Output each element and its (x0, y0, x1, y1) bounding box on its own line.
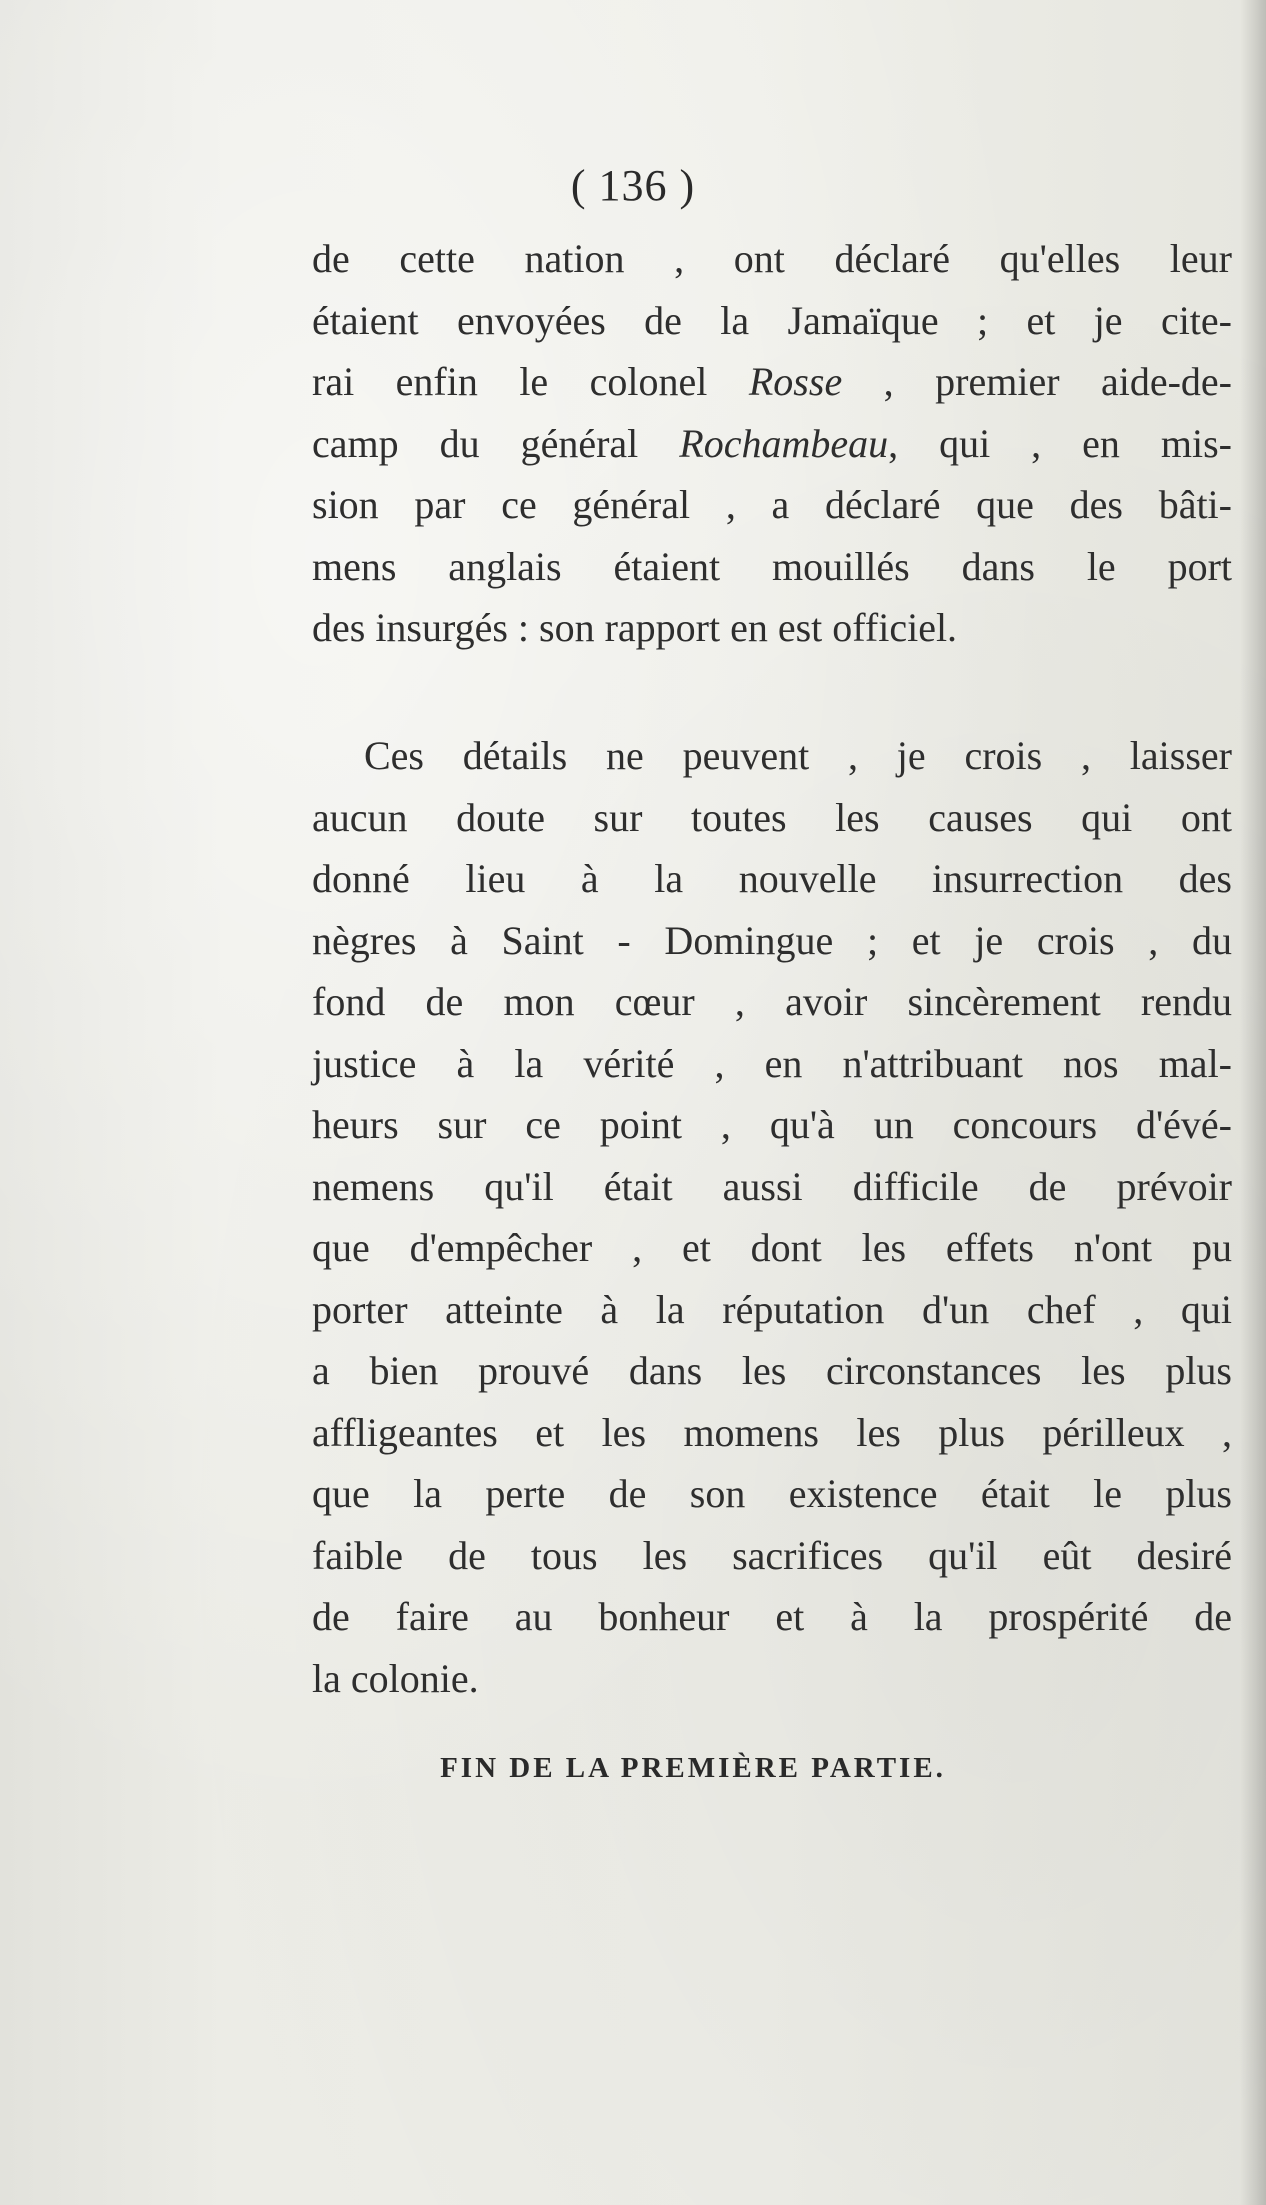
paragraph-2-line: faible de tous les sacrifices qu'il eût desiré (312, 1532, 1232, 1578)
paragraph-1-line: camp du général Rochambeau, qui , en mis- (312, 420, 1232, 466)
paragraph-2-line: que d'empêcher , et dont les effets n'ont pu (312, 1225, 1232, 1270)
paragraph-2-line: nègres à Saint - Domingue ; et je crois , du (312, 917, 1232, 963)
paragraph-1-line: sion par ce général , a déclaré que des bâti- (312, 482, 1232, 527)
paragraph-1-line: de cette nation , ont déclaré qu'elles leur (312, 236, 1232, 281)
paragraph-1-line: mens anglais étaient mouillés dans le port (312, 543, 1232, 589)
paragraph-2-line: heurs sur ce point , qu'à un concours d'évé- (312, 1102, 1232, 1147)
paragraph-2-line: de faire au bonheur et à la prospérité de (312, 1594, 1232, 1639)
paragraph-2-line: affligeantes et les momens les plus périlleux , (312, 1409, 1232, 1455)
paragraph-2-line: que la perte de son existence était le plus (312, 1471, 1232, 1516)
paragraph-2-line: porter atteinte à la réputation d'un chef , qui (312, 1286, 1232, 1332)
paragraph-2-line: a bien prouvé dans les circonstances les plus (312, 1348, 1232, 1393)
paragraph-2-line: Ces détails ne peuvent , je crois , laisser (364, 733, 1232, 778)
paragraph-1 (312, 228, 1232, 659)
paragraph-2-line: nemens qu'il était aussi difficile de prévoir (312, 1163, 1232, 1209)
paragraph-2-line: la colonie. (312, 1655, 479, 1701)
paragraph-1-line: étaient envoyées de la Jamaïque ; et je cite- (312, 297, 1232, 343)
paragraph-1-line: rai enfin le colonel Rosse , premier aide-de- (312, 359, 1233, 404)
paragraph-2-line: donné lieu à la nouvelle insurrection des (312, 856, 1232, 901)
paragraph-1-line: des insurgés : son rapport en est officiel. (312, 605, 958, 650)
paragraph-2-line: aucun doute sur toutes les causes qui ont (312, 794, 1232, 840)
page-number: ( 136 ) (570, 161, 696, 210)
paragraph-2 (312, 725, 1232, 1709)
page-edge-shadow (1240, 0, 1266, 2205)
closing-heading: FIN DE LA PREMIÈRE PARTIE. (440, 1752, 946, 1784)
paragraph-2-line: justice à la vérité , en n'attribuant nos mal- (312, 1040, 1232, 1086)
paragraph-2-line: fond de mon cœur , avoir sincèrement rendu (312, 979, 1232, 1024)
